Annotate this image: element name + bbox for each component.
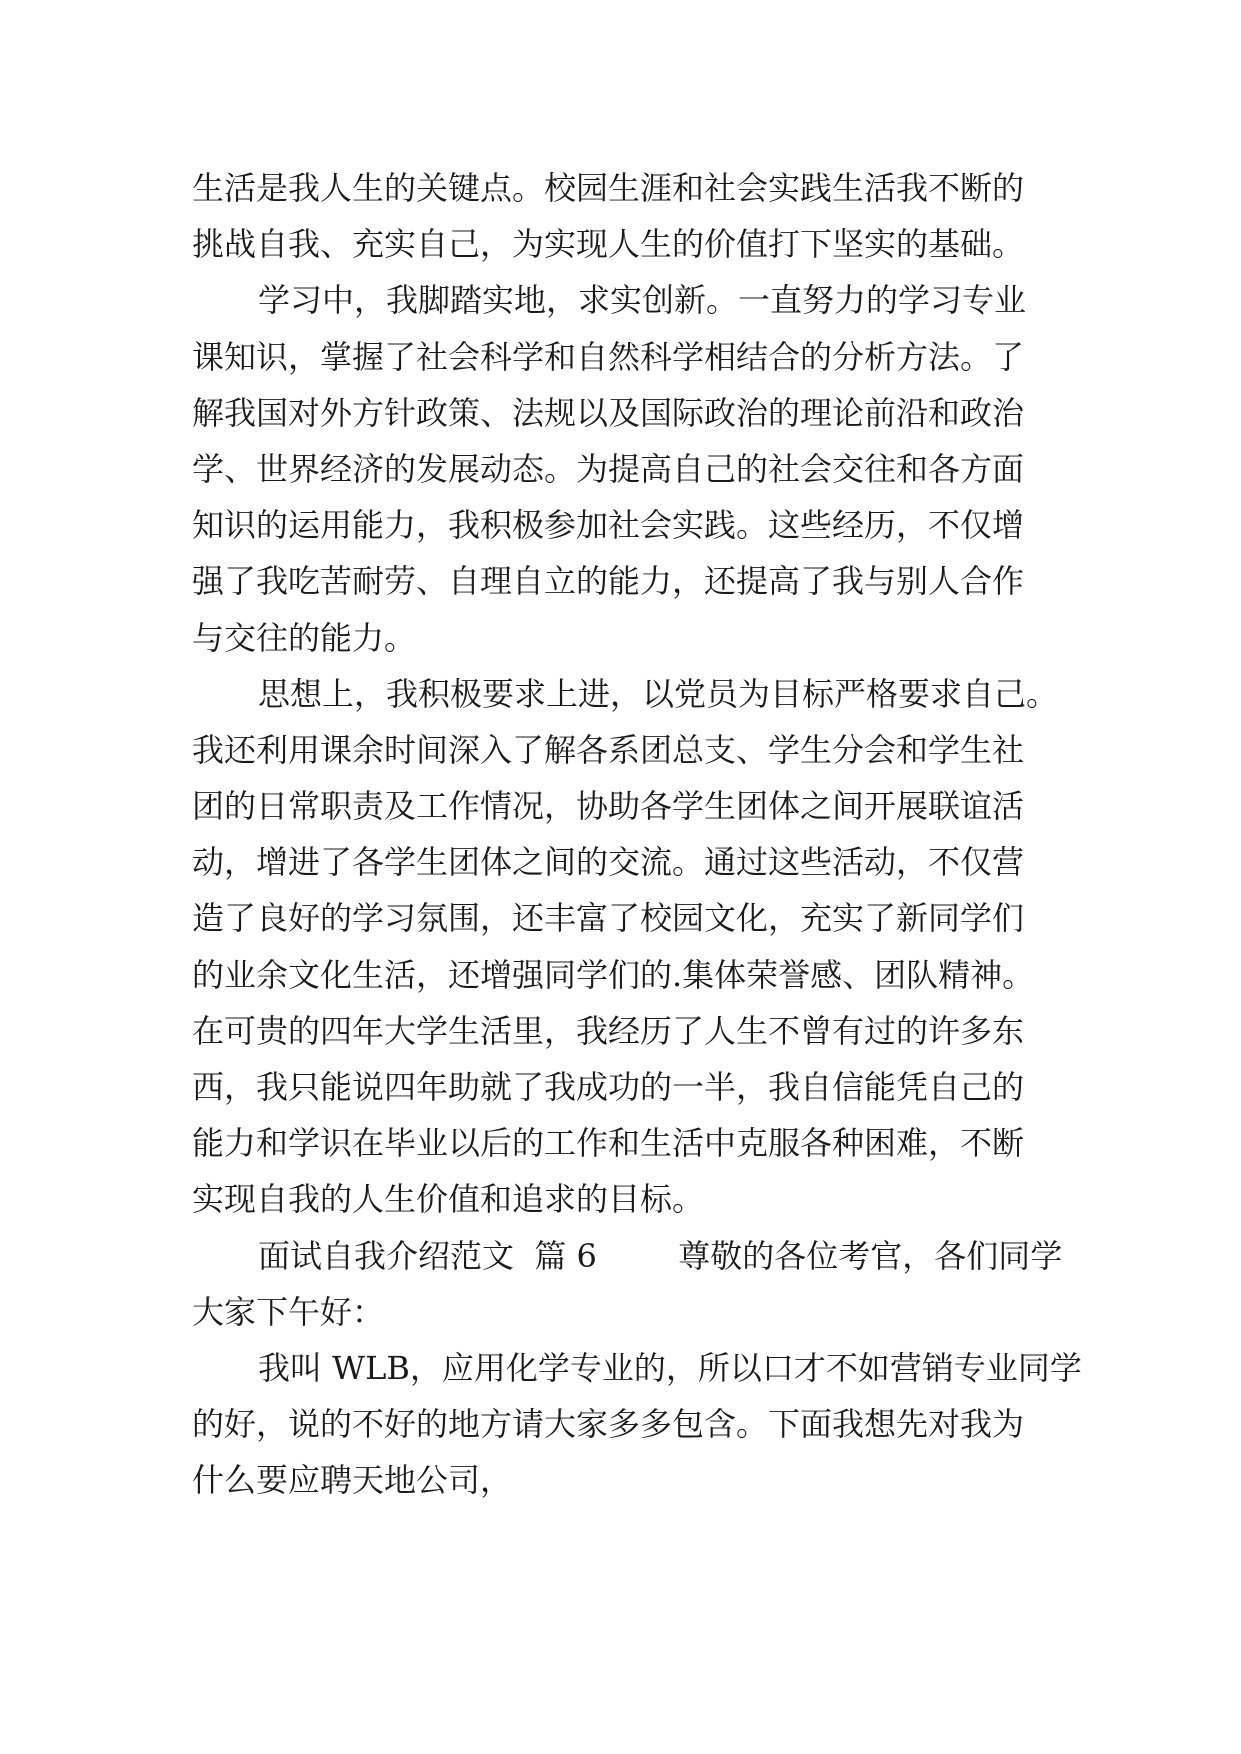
paragraph-thought-line-6: 的业余文化生活，还增强同学们的.集体荣誉感、团队精神。	[192, 955, 1035, 994]
paragraph-study-line-3: 解我国对外方针政策、法规以及国际政治的理论前沿和政治	[192, 393, 1025, 432]
paragraph-intro-line-2: 的好，说的不好的地方请大家多多包含。下面我想先对我为	[192, 1405, 1025, 1444]
paragraph-thought-line-3: 团的日常职责及工作情况，协助各学生团体之间开展联谊活	[192, 787, 1025, 826]
paragraph-study-line-1: 学习中，我脚踏实地，求实创新。一直努力的学习专业	[258, 281, 1027, 320]
document-body	[192, 160, 1092, 1509]
paragraph-study-line-4: 学、世界经济的发展动态。为提高自己的社会交往和各方面	[192, 449, 1025, 488]
paragraph-thought-line-4: 动，增进了各学生团体之间的交流。通过这些活动，不仅营	[192, 843, 1025, 882]
paragraph-thought-line-2: 我还利用课余时间深入了解各系团总支、学生分会和学生社	[192, 730, 1025, 769]
paragraph-study-line-5: 知识的运用能力，我积极参加社会实践。这些经历，不仅增	[192, 506, 1025, 545]
paragraph-thought-line-5: 造了良好的学习氛围，还丰富了校园文化，充实了新同学们	[192, 899, 1025, 938]
section-heading-line: 面试自我介绍范文 篇 6 尊敬的各位考官，各们同学	[258, 1236, 1063, 1275]
paragraph-intro-line-3: 什么要应聘天地公司，	[192, 1461, 513, 1500]
paragraph-thought-line-9: 能力和学识在毕业以后的工作和生活中克服各种困难，不断	[192, 1124, 1025, 1163]
paragraph-thought-line-8: 西，我只能说四年助就了我成功的一半，我自信能凭自己的	[192, 1068, 1025, 1106]
paragraph-study-line-6: 强了我吃苦耐劳、自理自立的能力，还提高了我与别人合作	[192, 562, 1025, 601]
paragraph-intro-line-1: 我叫 WLB，应用化学专业的，所以口才不如营销专业同学	[258, 1348, 1082, 1387]
paragraph-study-line-2: 课知识，掌握了社会科学和自然科学相结合的分析方法。了	[192, 337, 1025, 376]
text-line-2: 挑战自我、充实自己，为实现人生的价值打下坚实的基础。	[192, 225, 1025, 264]
paragraph-thought-line-7: 在可贵的四年大学生活里，我经历了人生不曾有过的许多东	[192, 1011, 1025, 1050]
paragraph-thought-line-1: 思想上，我积极要求上进，以党员为目标严格要求自己。	[258, 674, 1059, 713]
text-line-1: 生活是我人生的关键点。校园生涯和社会实践生活我不断的	[192, 169, 1025, 207]
paragraph-study-line-7: 与交往的能力。	[192, 618, 417, 657]
greeting-line: 大家下午好：	[192, 1292, 385, 1331]
paragraph-thought-line-10: 实现自我的人生价值和追求的目标。	[192, 1180, 705, 1219]
